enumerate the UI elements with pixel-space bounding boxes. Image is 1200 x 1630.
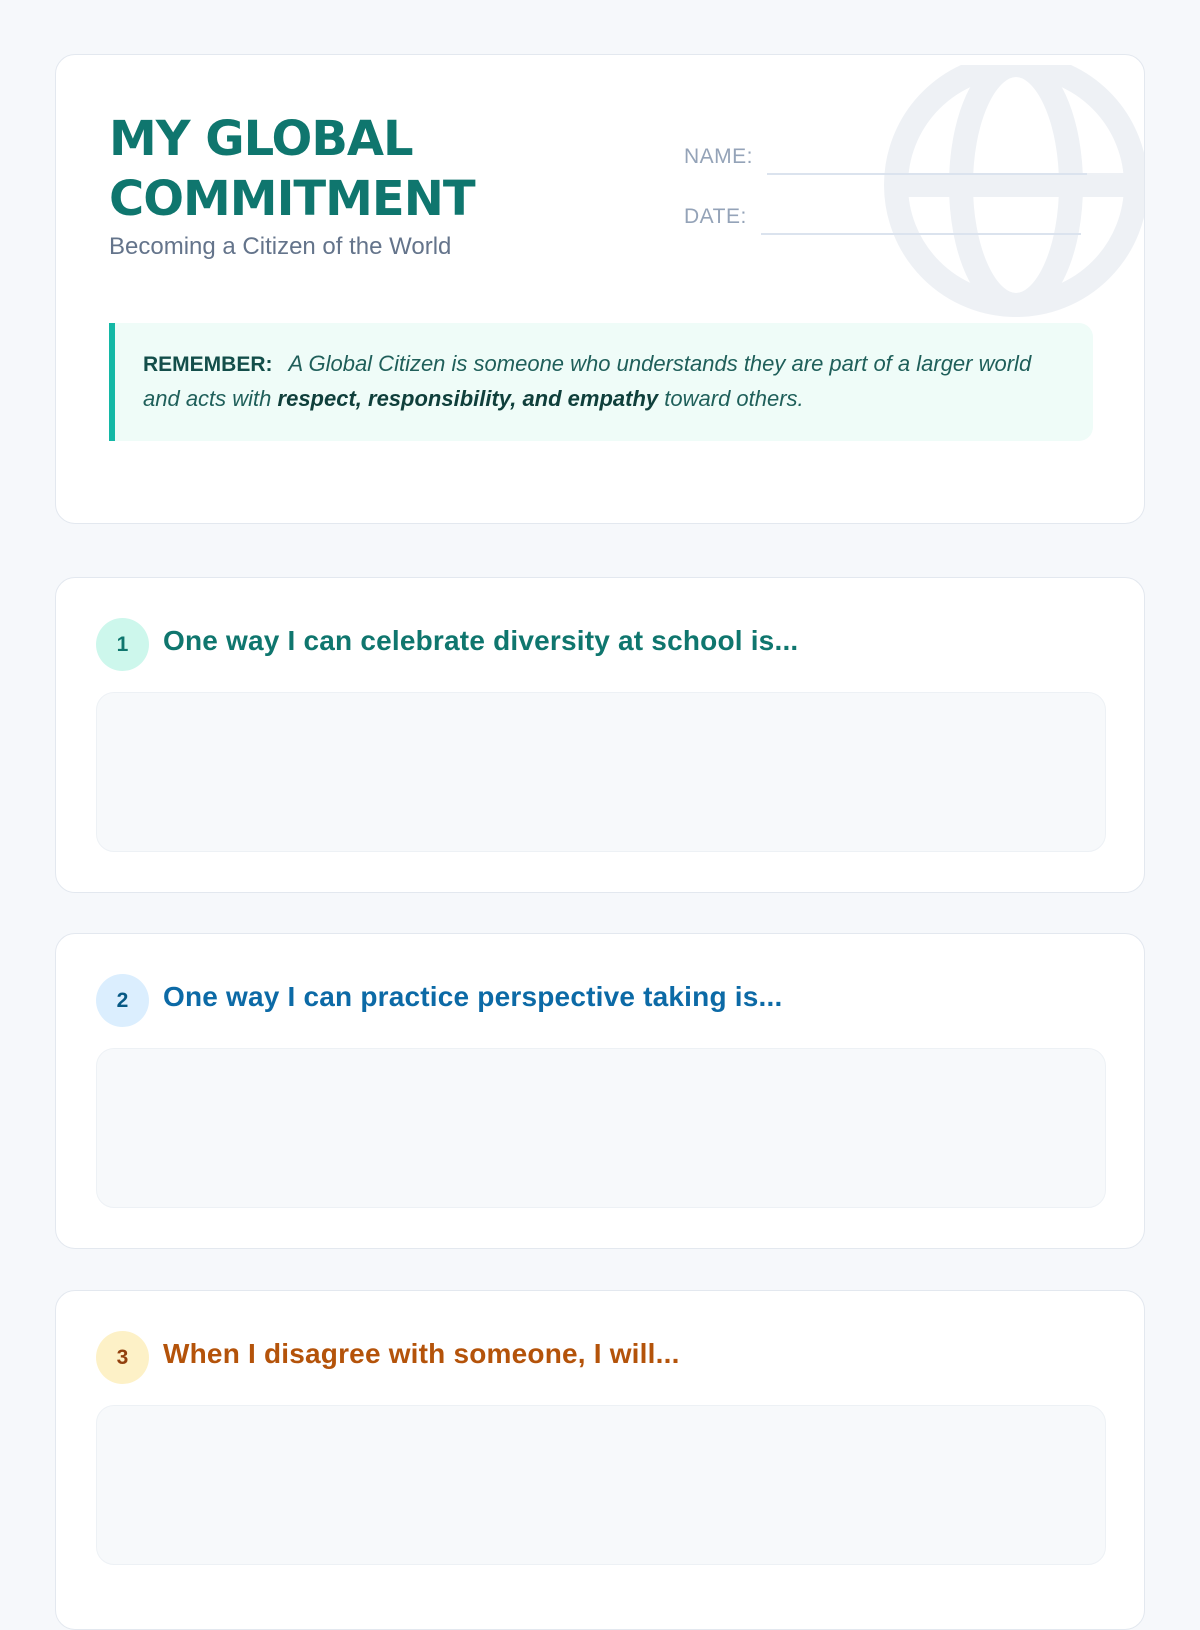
answer-box[interactable] [96, 1405, 1106, 1565]
question-number-badge: 3 [96, 1331, 149, 1384]
question-card-3 [55, 1290, 1145, 1630]
question-number-badge: 1 [96, 618, 149, 671]
remember-text-bold: respect, responsibility, and empathy [277, 386, 659, 411]
question-card-2 [55, 933, 1145, 1249]
date-field[interactable] [684, 205, 1081, 229]
page-title [109, 109, 539, 229]
name-line[interactable] [767, 172, 1087, 175]
remember-text-part1: A Global Citizen is someone who understands they are part of a larger world and acts with [143, 351, 1032, 411]
date-line[interactable] [761, 232, 1081, 235]
remember-label: REMEMBER: [143, 353, 273, 376]
remember-text-part2: toward others. [658, 386, 804, 411]
page-title-line1: MY GLOBAL [109, 111, 413, 167]
page-title-line2: COMMITMENT [109, 171, 475, 227]
answer-box[interactable] [96, 692, 1106, 852]
page-subtitle: Becoming a Citizen of the World [109, 233, 452, 260]
date-label: DATE: [684, 205, 747, 228]
question-prompt: When I disagree with someone, I will... [163, 1338, 680, 1369]
question-prompt: One way I can celebrate diversity at school is... [163, 625, 799, 656]
question-card-1 [55, 577, 1145, 893]
header-card [55, 54, 1145, 524]
name-field[interactable] [684, 145, 1087, 169]
name-label: NAME: [684, 145, 754, 168]
answer-box[interactable] [96, 1048, 1106, 1208]
remember-callout [109, 323, 1093, 441]
question-prompt: One way I can practice perspective taking is... [163, 981, 783, 1012]
question-number-badge: 2 [96, 974, 149, 1027]
